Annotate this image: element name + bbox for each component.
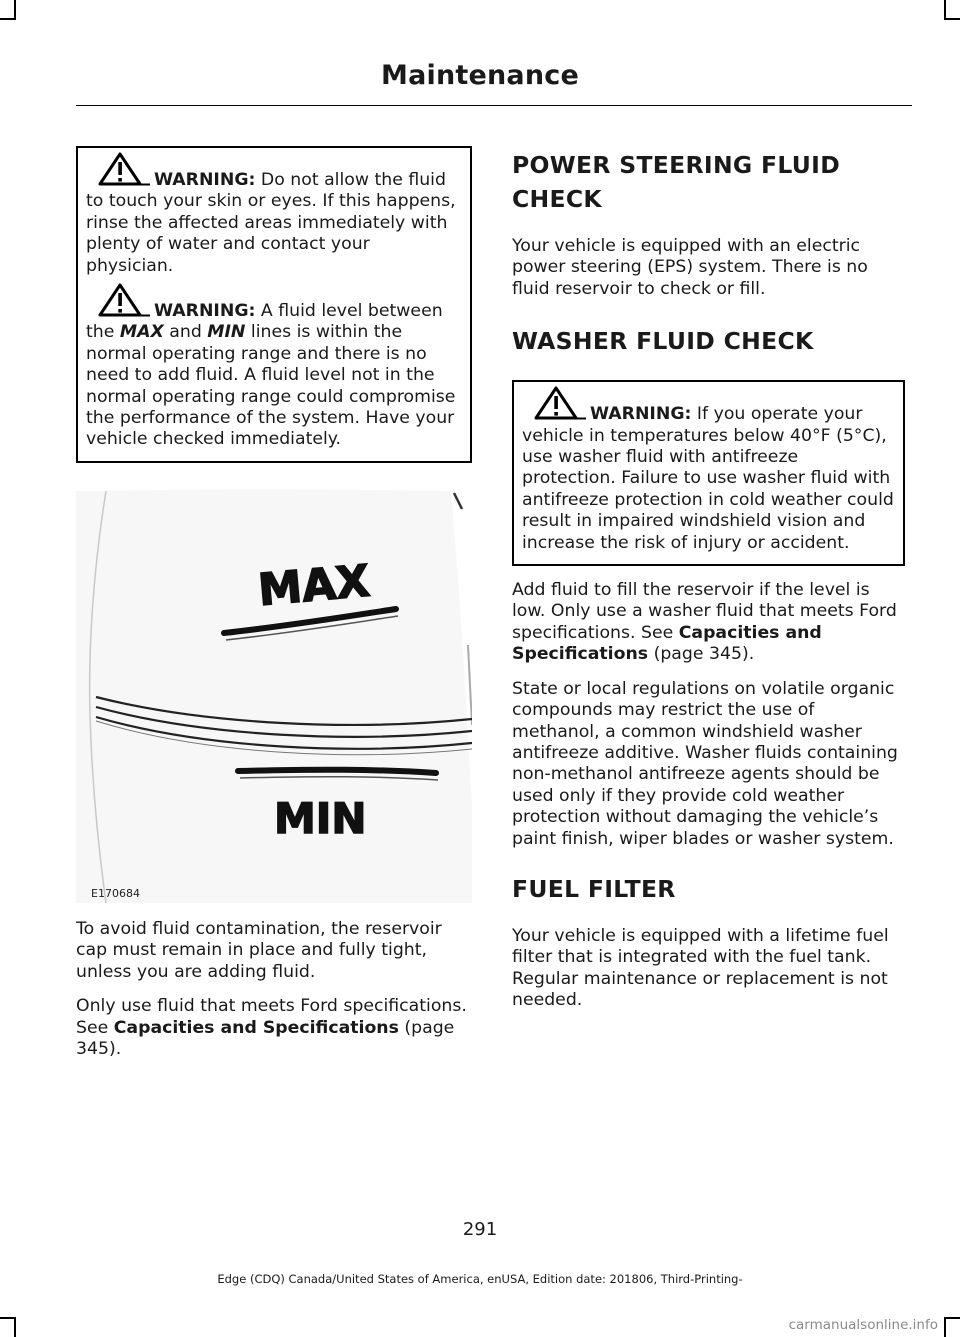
warning-box	[76, 146, 472, 463]
crop-mark	[14, 1317, 16, 1337]
crop-mark	[0, 1317, 16, 1319]
min-term: MIN	[207, 322, 246, 343]
warning-label: WARNING:	[590, 404, 692, 425]
page-number: 291	[462, 1219, 498, 1240]
warning-item	[86, 170, 462, 277]
edition-line: Edge (CDQ) Canada/United States of America, enUSA, Edition date: 201806, Third-Printing-	[217, 1272, 743, 1286]
crop-mark	[944, 18, 960, 20]
reservoir-illustration	[76, 485, 472, 903]
cross-reference-link[interactable]: Capacities and Specifications	[512, 622, 822, 665]
warning-text: lines is within the normal operating range and there is no need to add fluid. A fluid level not in the normal operating range could compromise the performance of the system. Have your vehicle checked immediately.	[86, 322, 456, 450]
page-title: Maintenance	[381, 60, 579, 91]
left-column	[76, 146, 472, 1073]
warning-item	[522, 404, 895, 554]
paragraph: To avoid fluid contamination, the reservoir cap must remain in place and fully tight, unless you are adding fluid.	[76, 918, 442, 982]
max-label: MAX	[256, 555, 372, 617]
crop-mark	[14, 0, 16, 20]
header-divider	[76, 105, 912, 106]
crop-mark	[944, 0, 946, 20]
warning-box	[512, 380, 905, 566]
section-heading: WASHER FLUID CHECK	[512, 327, 814, 356]
warning-text: If you operate your vehicle in temperatures below 40°F (5°C), use washer fluid with antifreeze protection. Failure to use washer fluid with antifreeze protection in cold weather could result in impaired windshield vision and increase the risk of injury or accident.	[522, 404, 894, 553]
reservoir-drawing	[76, 485, 472, 903]
min-label: MIN	[274, 793, 367, 843]
warning-text: and	[169, 322, 202, 343]
paragraph: Your vehicle is equipped with an electric power steering (EPS) system. There is no fluid reservoir to check or fill.	[512, 236, 868, 299]
crop-mark	[944, 1317, 960, 1319]
warning-triangle-icon	[96, 283, 152, 317]
warning-label: WARNING:	[154, 170, 256, 190]
paragraph: Your vehicle is equipped with a lifetime fuel filter that is integrated with the fuel tank. Regular maintenance or replacement is not needed.	[512, 925, 889, 1011]
warning-triangle-icon	[532, 386, 588, 420]
paragraph: Add fluid to fill the reservoir if the level is low. Only use a washer fluid that meets Ford specifications. See Capacities and Specifications (page 345).	[512, 580, 897, 665]
max-term: MAX	[119, 322, 164, 343]
cross-reference-link[interactable]: Capacities and Specifications	[113, 1017, 399, 1038]
section-heading: POWER STEERING FLUID CHECK	[512, 151, 841, 213]
paragraph: State or local regulations on volatile organic compounds may restrict the use of methanol, a common windshield washer antifreeze additive. Washer fluids containing non-methanol antifreeze agents should be used only if they provide cold weather protection without damaging the vehicle’s paint finish, wiper blades or washer system.	[512, 678, 898, 849]
figure-id: E170684	[91, 886, 140, 900]
warning-item	[86, 301, 462, 451]
crop-mark	[0, 18, 16, 20]
warning-text: Do not allow the fluid to touch your skin or eyes. If this happens, rinse the affected areas immediately with plenty of water and contact your physician.	[86, 170, 456, 276]
warning-text: A fluid level between the	[86, 301, 443, 343]
section-heading: FUEL FILTER	[512, 874, 676, 903]
right-column	[512, 146, 905, 1025]
crop-mark	[944, 1317, 946, 1337]
watermark[interactable]: carmanualsonline.info	[788, 1317, 938, 1333]
warning-triangle-icon	[96, 152, 152, 186]
paragraph: Only use fluid that meets Ford specifications. See Capacities and Specifications (page 345).	[76, 996, 467, 1059]
warning-label: WARNING:	[154, 301, 256, 322]
